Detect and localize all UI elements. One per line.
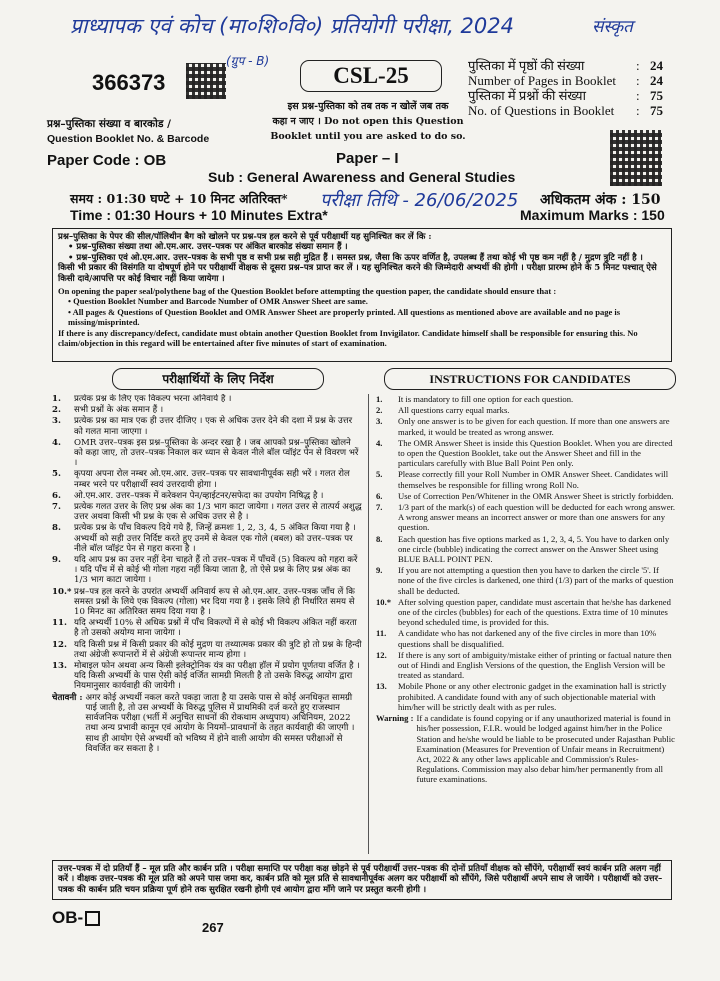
instruction-item xyxy=(52,661,362,692)
time-en: Time : 01:30 Hours + 10 Minutes Extra* xyxy=(70,207,328,223)
instruction-item xyxy=(376,628,676,648)
instruction-item xyxy=(376,650,676,681)
instruction-item xyxy=(52,618,362,638)
instruction-number: 4. xyxy=(52,437,61,448)
preamble-bullet-text: प्रश्न–पुस्तिका एवं ओ.एम.आर. उत्तर–पत्रक के सभी पृष्ठ व सभी प्रश्न सही मुद्रित हैं । समस्त प्रश्न, जैसा कि ऊपर वर्णित है, उपलब्ध हैं तथा कोई भी पृष्ठ कम नहीं है / मुद्रण त्रुटि नहीं है । xyxy=(76,252,643,263)
stat-row: No. of Questions in Booklet : 75 xyxy=(468,103,663,118)
instruction-text: 1/3 part of the mark(s) of each question will be deducted for each wrong answer. A wrong answer means an incorrect answer or more than one answers for any question. xyxy=(398,502,676,533)
instruction-number: 10.* xyxy=(52,586,72,597)
booklet-stats xyxy=(468,58,663,118)
footer-note: उत्तर–पत्रक में दो प्रतियाँ हैं – मूल प्रति और कार्बन प्रति । परीक्षा समाप्ति पर परीक्षा कक्ष छोड़ने से पूर्व परीक्षार्थी उत्तर–पत्रक की दोनों प्रतियाँ वीक्षक को सौंपेंगे, परीक्षार्थी स्वयं कार्बन प्रति अलग नहीं करें । वीक्षक उत्तर–पत्रक की मूल प्रति को अपने पास जमा कर, कार्बन प्रति को मूल प्रति से सावधानीपूर्वक अलग कर परीक्षार्थी को सौंपेंगे, जिसे परीक्षार्थी अपने साथ ले जायेंगे । परीक्षार्थी को उत्तर–पत्रक की कार्बन प्रति चयन प्रक्रिया पूर्ण होने तक सुरक्षित रखनी होगी एवं आयोग द्वारा माँगे जाने पर प्रस्तुत करनी होगी । xyxy=(52,860,672,900)
instruction-number: 5. xyxy=(376,469,383,480)
instruction-number: 11. xyxy=(376,628,387,639)
instruction-item xyxy=(52,491,362,501)
instruction-item xyxy=(52,416,362,436)
preamble-bullet-text: Question Booklet Number and Barcode Number of OMR Answer Sheet are same. xyxy=(73,296,368,307)
instruction-text: प्रत्येक प्रश्न के लिए एक विकल्प भरना अनिवार्य है । xyxy=(74,394,232,404)
instruction-item xyxy=(376,681,676,712)
hindi-instructions-heading: परीक्षार्थियों के लिए निर्देश xyxy=(112,368,324,390)
page-number: 267 xyxy=(202,920,224,935)
instruction-number: 8. xyxy=(52,523,61,534)
barcode-icon xyxy=(186,63,226,99)
series-code-box: CSL-25 xyxy=(300,60,442,92)
stat-label: Number of Pages in Booklet xyxy=(468,73,617,88)
instruction-number: 12. xyxy=(52,639,67,650)
instruction-number: 7. xyxy=(376,502,383,513)
instruction-item xyxy=(376,534,676,565)
instruction-item xyxy=(376,491,676,501)
instruction-item xyxy=(376,502,676,533)
instruction-item xyxy=(376,394,676,404)
handwritten-exam-title: प्राध्यापक एवं कोच (मा०शि०वि०) प्रतियोगी परीक्षा, 2024 xyxy=(70,14,514,38)
instruction-item xyxy=(52,405,362,415)
handwritten-group: (ग्रुप - B) xyxy=(226,54,270,68)
preamble-box xyxy=(52,228,672,362)
qr-code-icon xyxy=(610,130,662,186)
instruction-number: 3. xyxy=(52,416,61,427)
instruction-text: OMR उत्तर–पत्रक इस प्रश्न–पुस्तिका के अन्दर रखा है । जब आपको प्रश्न–पुस्तिका खोलने को कहा जाए, तो उत्तर–पत्रक निकाल कर ध्यान से केवल नीले बॉल प्वॉइंट पेन से विवरण भरें । xyxy=(74,437,359,469)
stat-value: 75 xyxy=(650,103,663,118)
instruction-number: 13. xyxy=(376,681,387,692)
stat-row: पुस्तिका में पृष्ठों की संख्या : 24 xyxy=(468,58,663,73)
instruction-item xyxy=(52,394,362,404)
preamble-intro-en: On opening the paper seal/polythene bag of the Question Booklet before attempting the question paper, the candidate should ensure that : xyxy=(58,286,557,297)
handwritten-exam-date: परीक्षा तिथि - 26/06/2025 xyxy=(320,190,519,211)
hindi-instructions xyxy=(52,394,362,856)
instruction-item xyxy=(376,438,676,469)
instruction-number: 3. xyxy=(376,416,383,427)
preamble-bullet: • Question Booklet Number and Barcode Number of OMR Answer Sheet are same. xyxy=(68,296,368,307)
instruction-text: मोबाइल फोन अथवा अन्य किसी इलेक्ट्रोनिक यंत्र का परीक्षा हॉल में प्रयोग पूर्णतया वर्जित है । यदि किसी अभ्यर्थी के पास ऐसी कोई वर्जित सामग्री मिलती है तो उसके विरुद्ध आयोग द्वारा नियमानुसार कार्यवाही की जायेगी । xyxy=(74,661,360,692)
instruction-text: प्रत्येक गलत उत्तर के लिए प्रश्न अंक का 1/3 भाग काटा जायेगा । गलत उत्तर से तात्पर्य अशुद्ध उत्तर अथवा किसी भी प्रश्न के एक से अधिक उत्तर से है । xyxy=(74,502,362,523)
instruction-item xyxy=(52,523,362,554)
instruction-text: अगर कोई अभ्यर्थी नकल करते पकड़ा जाता है या उसके पास से कोई अनधिकृत सामग्री पाई जाती है, तो उस अभ्यर्थी के विरुद्ध पुलिस में प्राथमिकी दर्ज करते हुए राजस्थान सार्वजनिक परीक्षा (भर्ती में अनुचित साधनों की रोकथाम अध्युपाय) अधिनियम, 2022 तथा अन्य प्रभावी कानून एवं आयोग के नियमों–प्रावधानों के तहत कार्यवाही की जाएगी । साथ ही आयोग ऐसे अभ्यर्थी को भविष्य में होने वाली आयोग की समस्त परीक्षाओं से विवर्जित कर सकता है । xyxy=(85,692,355,754)
instruction-item xyxy=(376,405,676,415)
instruction-number: 9. xyxy=(52,555,61,566)
preamble-bullet-text: प्रश्न–पुस्तिका संख्या तथा ओ.एम.आर. उत्तर–पत्रक पर अंकित बारकोड संख्या समान हैं । xyxy=(76,242,348,253)
instruction-text: यदि अभ्यर्थी 10% से अधिक प्रश्नों में पाँच विकल्पों में से कोई भी विकल्प अंकित नहीं करता है तो उसको अयोग्य माना जायेगा । xyxy=(74,618,357,639)
preamble-intro-hi: प्रश्न–पुस्तिका के पेपर की सील/पॉलिथीन बैग को खोलने पर प्रश्न-पत्र हल करने से पूर्व परीक्षार्थी यह सुनिश्चित कर लें कि : xyxy=(58,232,432,242)
column-divider xyxy=(368,394,369,854)
instruction-number: 8. xyxy=(376,533,383,544)
english-instructions-heading: INSTRUCTIONS FOR CANDIDATES xyxy=(384,368,676,390)
instruction-text: Use of Correction Pen/Whitener in the OMR Answer Sheet is strictly forbidden. xyxy=(398,490,674,501)
instruction-item xyxy=(52,640,362,660)
instruction-text: Only one answer is to be given for each question. If more than one answers are marked, it would be treated as wrong answer. xyxy=(398,416,670,437)
do-not-open-notice xyxy=(262,99,474,144)
instruction-number: 6. xyxy=(52,490,61,501)
instruction-item xyxy=(52,502,362,522)
stat-label: No. of Questions in Booklet xyxy=(468,103,615,118)
instruction-text: If there is any sort of ambiguity/mistake either of printing or factual nature then out of Hindi and English Versions of the question, the English Version will be treated as standard. xyxy=(398,649,672,681)
max-marks-en: Maximum Marks : 150 xyxy=(520,207,665,223)
stat-value: 24 xyxy=(650,73,663,88)
instruction-text: प्रत्येक प्रश्न का मात्र एक ही उत्तर दीजिए । एक से अधिक उत्तर देने की दशा में प्रश्न के उत्तर को गलत माना जाएगा । xyxy=(74,416,353,437)
instruction-text: If a candidate is found copying or if any unauthorized material is found in his/her possession, F.I.R. would be lodged against him/her in the Police Station and he/she would be liable to be prosecuted under Rajasthan Public Examination (Measures for Prevention of Unfair means in Recruitment) Act, 2022 & any other laws applicable and Commission's Rules-Regulations. Commission may also debar him/her permanently from all future examinations. xyxy=(416,713,675,785)
instruction-number: 7. xyxy=(52,502,61,513)
instruction-text: कृपया अपना रोल नम्बर ओ.एम.आर. उत्तर–पत्रक पर सावधानीपूर्वक सही भरें । गलत रोल नम्बर भरने पर परीक्षार्थी स्वयं उत्तरदायी होगा । xyxy=(74,469,350,490)
notice-line-en: Booklet until you are asked to do so. xyxy=(270,131,466,142)
instruction-text: सभी प्रश्नों के अंक समान हैं । xyxy=(74,405,164,416)
instruction-number: 13. xyxy=(52,661,67,672)
stat-row: Number of Pages in Booklet : 24 xyxy=(468,73,663,88)
instruction-item xyxy=(376,416,676,436)
instruction-text: Each question has five options marked as 1, 2, 3, 4, 5. You have to darken only one circle (bubble) indicating the correct answer on the Answer Sheet using BLUE BALL POINT PEN. xyxy=(398,533,670,565)
paper-title: Paper – I xyxy=(336,150,399,167)
instruction-number: 9. xyxy=(376,565,383,576)
instruction-text: यदि किसी प्रश्न में किसी प्रकार की कोई मुद्रण या तथ्यात्मक प्रकार की त्रुटि हो तो प्रश्न के हिन्दी तथा अंग्रेजी रूपान्तरों में से अंग्रेजी रूपान्तर मान्य होगा । xyxy=(74,639,362,660)
instruction-item xyxy=(52,555,362,586)
preamble-bullet: • प्रश्न–पुस्तिका एवं ओ.एम.आर. उत्तर–पत्रक के सभी पृष्ठ व सभी प्रश्न सही मुद्रित हैं । समस्त प्रश्न, जैसा कि ऊपर वर्णित है, उपलब्ध हैं तथा कोई भी पृष्ठ कम नहीं है / मुद्रण त्रुटि नहीं है । xyxy=(68,252,643,263)
square-icon xyxy=(85,911,100,926)
stat-label: पुस्तिका में पृष्ठों की संख्या xyxy=(468,58,585,73)
instruction-text: प्रत्येक प्रश्न के पाँच विकल्प दिये गये हैं, जिन्हें क्रमशः 1, 2, 3, 4, 5 अंकित किया गया है । अभ्यर्थी को सही उत्तर निर्दिष्ट करते हुए उनमें से केवल एक गोले (बबल) को उत्तर–पत्रक पर नीले बॉल प्वॉइंट पेन से गहरा करना है । xyxy=(74,523,356,554)
max-marks-hi: अधिकतम अंक : 150 xyxy=(540,192,661,208)
instruction-number: 4. xyxy=(376,437,383,448)
instruction-text: A candidate who has not darkened any of the five circles in more than 10% questions shall be disqualified. xyxy=(398,628,657,649)
instruction-text: Please correctly fill your Roll Number in OMR Answer Sheet. Candidates will themselves be responsible for filling wrong Roll No. xyxy=(398,469,669,490)
instruction-item xyxy=(376,713,676,784)
preamble-discrepancy-hi: किसी भी प्रकार की विसंगति या दोषपूर्ण होने पर परीक्षार्थी वीक्षक से दूसरा प्रश्न–पत्र प्राप्त कर लें । यह सुनिश्चित करने की जिम्मेदारी अभ्यर्थी की होगी । परीक्षा प्रारम्भ होने के 5 मिनट पश्चात् ऐसे किसी दावे/आपत्ति पर कोई विचार नहीं किया जायेगा । xyxy=(58,263,657,284)
stat-row: पुस्तिका में प्रश्नों की संख्या : 75 xyxy=(468,88,663,103)
booklet-label-en: Question Booklet No. & Barcode xyxy=(47,133,210,145)
instruction-text: प्रश्न–पत्र हल करने के उपरांत अभ्यर्थी अनिवार्य रूप से ओ.एम.आर. उत्तर–पत्रक जाँच लें कि समस्त प्रश्नों के लिये एक विकल्प (गोला) भर दिया गया है । इसके लिये ही निर्धारित समय से 10 मिनट का अतिरिक्त समय दिया गया है । xyxy=(74,586,355,618)
instruction-text: It is mandatory to fill one option for each question. xyxy=(398,394,574,404)
instruction-number: 5. xyxy=(52,469,61,480)
preamble-bullet: • प्रश्न–पुस्तिका संख्या तथा ओ.एम.आर. उत्तर–पत्रक पर अंकित बारकोड संख्या समान हैं । xyxy=(68,242,348,253)
instruction-number: 12. xyxy=(376,649,387,660)
paper-code: Paper Code : OB xyxy=(47,152,167,169)
stat-value: 75 xyxy=(650,88,663,103)
time-hi: समय : 01:30 घण्टे + 10 मिनट अतिरिक्त* xyxy=(70,191,288,206)
instruction-item xyxy=(52,438,362,469)
instruction-number: चेतावनी : xyxy=(52,692,83,703)
instruction-number: 11. xyxy=(52,618,67,629)
notice-line-mix: कहा न जाए । Do not open this Question xyxy=(272,116,464,127)
instruction-number: 1. xyxy=(52,394,61,404)
instruction-item xyxy=(376,565,676,596)
instruction-number: Warning : xyxy=(376,713,414,724)
preamble-bullet: • All pages & Questions of Question Booklet and OMR Answer Sheet are properly printed. All questions as mentioned above are available and no page is missing/misprinted. xyxy=(68,306,621,328)
instruction-item xyxy=(52,693,362,754)
instruction-text: If you are not attempting a question then you have to darken the circle '5'. If none of the five circles is darkened, one third (1/3) part of the marks of question shall be deducted. xyxy=(398,565,674,596)
preamble-bullet-text: All pages & Questions of Question Booklet and OMR Answer Sheet are properly printed. All questions as mentioned above are available and no page is missing/misprinted. xyxy=(68,306,621,328)
instruction-item xyxy=(52,469,362,489)
footer-code-text: OB- xyxy=(52,908,84,927)
instruction-number: 2. xyxy=(52,405,61,416)
notice-line-hi: इस प्रश्न-पुस्तिका को तब तक न खोलें जब तक xyxy=(287,101,449,112)
english-instructions xyxy=(376,394,676,856)
booklet-label-hi: प्रश्न–पुस्तिका संख्या व बारकोड / xyxy=(47,118,171,130)
instruction-number: 10.* xyxy=(376,596,392,607)
instruction-item xyxy=(52,587,362,618)
instruction-item xyxy=(376,469,676,489)
instruction-number: 2. xyxy=(376,405,383,416)
stat-label: पुस्तिका में प्रश्नों की संख्या xyxy=(468,88,586,103)
instruction-text: यदि आप प्रश्न का उत्तर नहीं देना चाहते हैं तो उत्तर–पत्रक में पाँचवें (5) विकल्प को गहरा करें । यदि पाँच में से कोई भी गोला गहरा नहीं किया जाता है, तो ऐसे प्रश्न के लिए प्रश्न अंक का 1/3 भाग काटा जायेगा । xyxy=(74,555,358,586)
instruction-text: The OMR Answer Sheet is inside this Question Booklet. When you are directed to open the Question Booklet, take out the Answer Sheet and fill in the particulars carefully with Blue Ball Point Pen only. xyxy=(398,437,673,469)
booklet-number: 366373 xyxy=(92,70,166,95)
instruction-item xyxy=(376,597,676,628)
footer-code xyxy=(52,908,100,928)
instruction-number: 6. xyxy=(376,490,383,501)
instruction-number: 1. xyxy=(376,394,383,404)
instruction-text: Mobile Phone or any other electronic gadget in the examination hall is strictly prohibited. A candidate found with any of such objectionable material with him/her will be strictly dealt with as per rules. xyxy=(398,681,667,712)
instruction-text: All questions carry equal marks. xyxy=(398,405,510,416)
instruction-text: ओ.एम.आर. उत्तर–पत्रक में करेक्शन पेन/व्हाईटनर/सफेदा का उपयोग निषिद्ध है । xyxy=(74,490,324,501)
handwritten-subject: संस्कृत xyxy=(592,17,633,37)
preamble-discrepancy-en: If there is any discrepancy/defect, candidate must obtain another Question Booklet from Invigilator. Candidate himself shall be responsible for ensuring this. No claim/objection in this regard will be entertained after five minutes of start of examination. xyxy=(58,327,638,349)
paper-subject: Sub : General Awareness and General Studies xyxy=(208,169,516,185)
stat-value: 24 xyxy=(650,58,663,73)
instruction-text: After solving question paper, candidate must ascertain that he/she has darkened one of the circles (bubbles) for each of the questions. Extra time of 10 minutes beyond scheduled time, is provided for this. xyxy=(398,596,671,628)
